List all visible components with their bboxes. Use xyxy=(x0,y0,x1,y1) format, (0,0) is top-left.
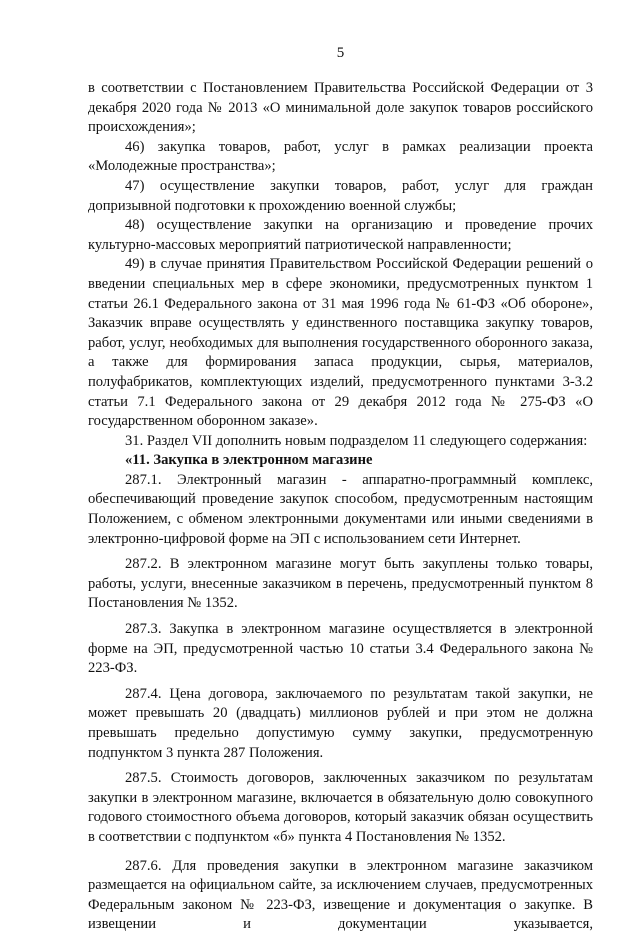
list-item-46: 46) закупка товаров, работ, услуг в рамках реализации проекта «Молодежные пространства»; xyxy=(88,138,593,175)
document-body xyxy=(88,79,593,935)
list-item-47: 47) осуществление закупки товаров, работ, услуг для граждан допризывной подготовки к прохождению военной службы; xyxy=(88,177,593,214)
clause-287-1: 287.1. Электронный магазин - аппаратно-программный комплекс, обеспечивающий проведение закупок способом, предусмотренным настоящим Положением, с обменом электронными документами или иными сведениями в электронно-цифровой форме на ЭП с использованием сети Интернет. xyxy=(88,471,593,547)
paragraph-continuation: в соответствии с Постановлением Правительства Российской Федерации от 3 декабря 2020 года № 2013 «О минимальной доле закупок товаров российского происхождения»; xyxy=(88,80,593,136)
clause-287-6: 287.6. Для проведения закупки в электронном магазине заказчиком размещается на официальном сайте, за исключением случаев, предусмотренных Федеральным законом № 223-ФЗ, извещение и документация о закупке. В извещении и документации указывается, xyxy=(88,857,593,933)
clause-287-3: 287.3. Закупка в электронном магазине осуществляется в электронной форме на ЭП, предусмотренной частью 10 статьи 3.4 Федерального закона № 223-ФЗ. xyxy=(88,621,593,677)
clause-287-4: 287.4. Цена договора, заключаемого по результатам такой закупки, не может превышать 20 (двадцать) миллионов рублей и при этом не должна превышать предельно допустимую сумму закупки, предусмотренную подпунктом 3 пункта 287 Положения. xyxy=(88,685,593,761)
document-page xyxy=(88,0,593,933)
list-item-49: 49) в случае принятия Правительством Российской Федерации решений о введении специальных мер в сфере экономики, предусмотренных пунктом 1 статьи 26.1 Федерального закона от 31 мая 1996 года № 61-ФЗ «Об обороне», Заказчик вправе осуществлять у единственного поставщика закупку товаров, работ, услуг, необходимых для выполнения государственного оборонного заказа, а также для формирования запаса продукции, сырья, материалов, полуфабрикатов, комплектующих изделий, предусмотренного пунктами 3-3.2 статьи 7.1 Федерального закона от 29 декабря 2012 года № 275-ФЗ «О государственном оборонном заказе». xyxy=(88,256,593,430)
section-heading: «11. Закупка в электронном магазине xyxy=(125,452,373,469)
page-number: 5 xyxy=(336,45,345,61)
amendment-31: 31. Раздел VII дополнить новым подразделом 11 следующего содержания: xyxy=(125,432,588,449)
clause-287-2: 287.2. В электронном магазине могут быть закуплены только товары, работы, услуги, внесенные заказчиком в перечень, предусмотренный пунктом 8 Постановления № 1352. xyxy=(88,556,593,612)
list-item-48: 48) осуществление закупки на организацию и проведение прочих культурно-массовых мероприятий патриотической направленности; xyxy=(88,217,593,253)
clause-287-5: 287.5. Стоимость договоров, заключенных заказчиком по результатам закупки в электронном магазине, включается в обязательную долю совокупного годового стоимостного объема договоров, который заказчик обязан осуществить в соответствии с подпунктом «б» пункта 4 Постановления № 1352. xyxy=(88,770,593,845)
